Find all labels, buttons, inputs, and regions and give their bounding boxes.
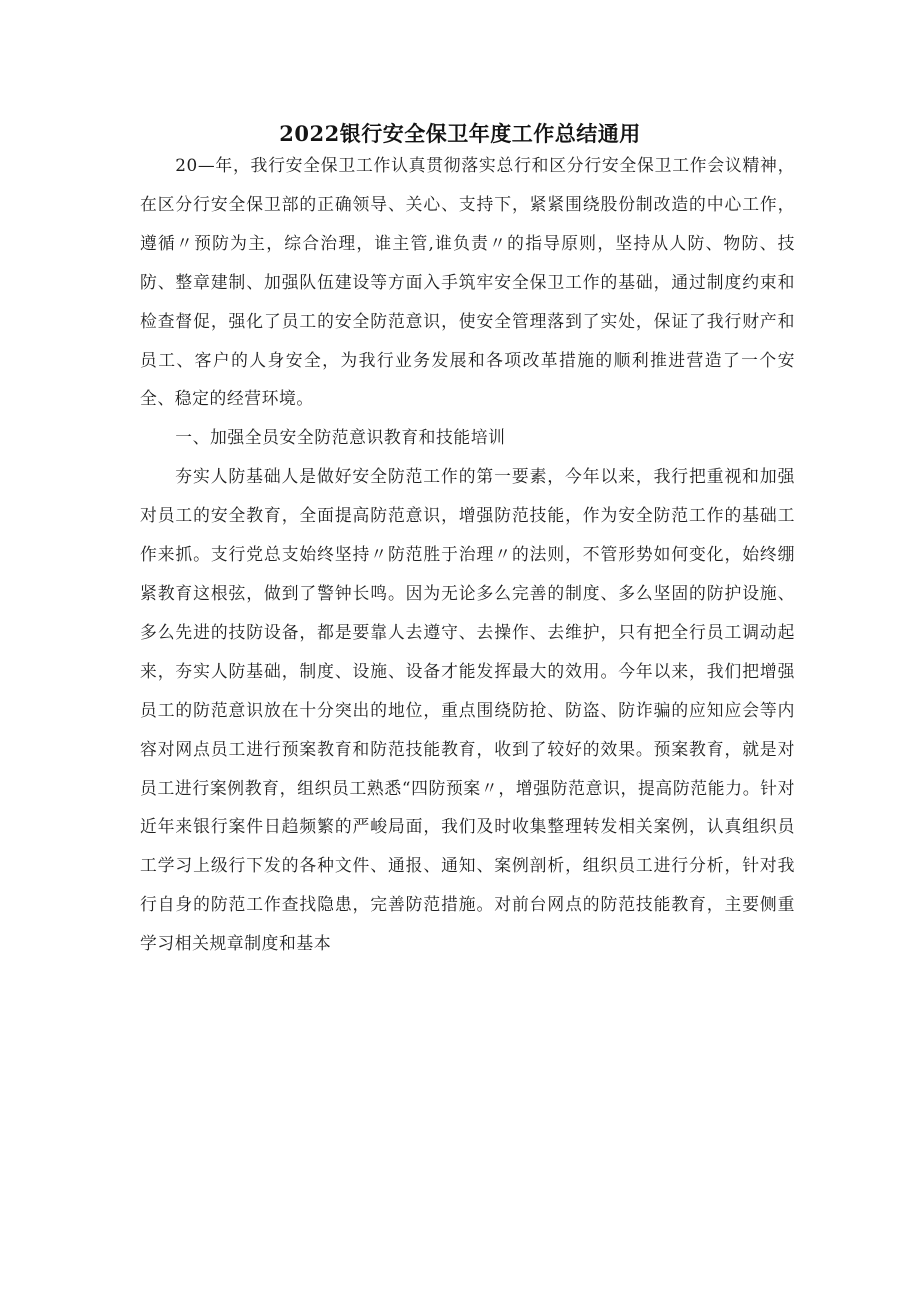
section-heading: 一、加强全员安全防范意识教育和技能培训 (175, 427, 506, 448)
document-body (140, 146, 795, 963)
section-paragraph: 夯实人防基础人是做好安全防范工作的第一要素，今年以来，我行把重视和加强对员工的安全教育，全面提高防范意识，增强防范技能，作为安全防范工作的基础工作来抓。支行党总支始终坚持〃防范胜于治理〃的法则，不管形势如何变化，始终绷紧教育这根弦，做到了警钟长鸣。因为无论多么完善的制度、多么坚固的防护设施、多么先进的技防设备，都是要靠人去遵守、去操作、去维护，只有把全行员工调动起来，夯实人防基础，制度、设施、设备才能发挥最大的效用。今年以来，我们把增强员工的防范意识放在十分突出的地位，重点围绕防抢、防盗、防诈骗的应知应会等内容对网点员工进行预案教育和防范技能教育，收到了较好的效果。预案教育，就是对员工进行案例教育，组织员工熟悉“四防预案〃，增强防范意识，提高防范能力。针对近年来银行案件日趋频繁的严峻局面，我们及时收集整理转发相关案例，认真组织员工学习上级行下发的各种文件、通报、通知、案例剖析，组织员工进行分析，针对我行自身的防范工作查找隐患，完善防范措施。对前台网点的防范技能教育，主要侧重学习相关规章制度和基本 (140, 466, 795, 954)
document-title: 2022银行安全保卫年度工作总结通用 (279, 121, 641, 146)
intro-paragraph: 20—年，我行安全保卫工作认真贯彻落实总行和区分行安全保卫工作会议精神，在区分行安全保卫部的正确领导、关心、支持下，紧紧围绕股份制改造的中心工作，遵循〃预防为主，综合治理，谁主管,谁负责〃的指导原则，坚持从人防、物防、技防、整章建制、加强队伍建设等方面入手筑牢安全保卫工作的基础，通过制度约束和检查督促，强化了员工的安全防范意识，使安全管理落到了实处，保证了我行财产和员工、客户的人身安全，为我行业务发展和各项改革措施的顺利推进营造了一个安全、稳定的经营环境。 (140, 155, 795, 409)
